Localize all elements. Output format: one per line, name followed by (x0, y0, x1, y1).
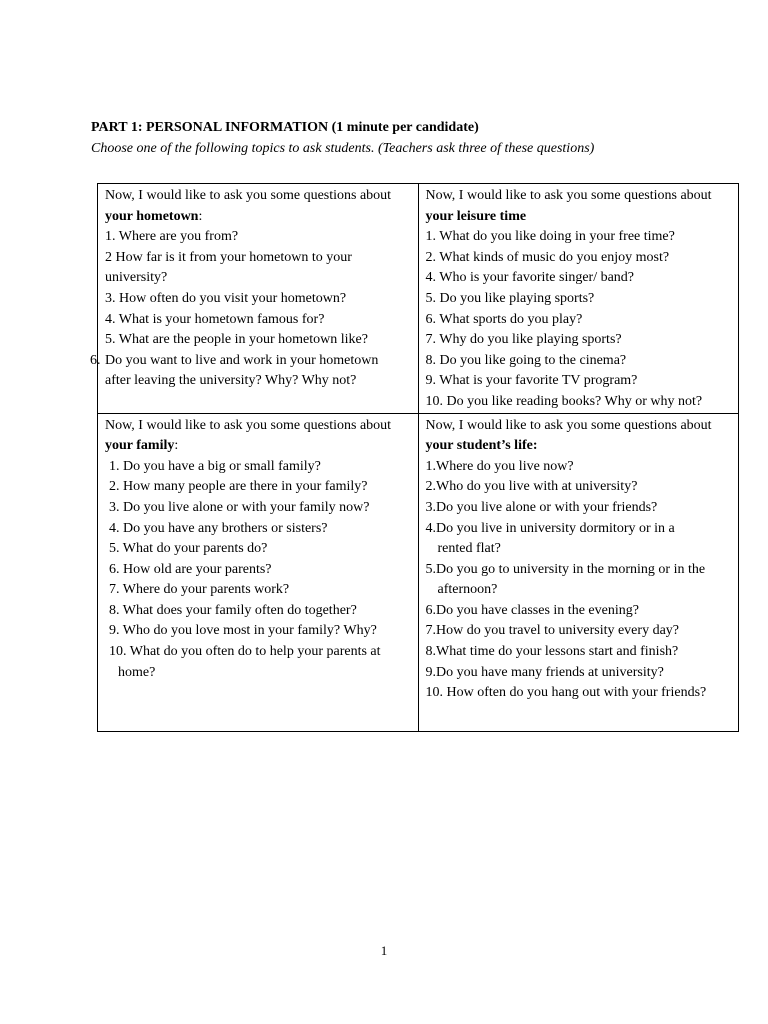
list-item: 8. What does your family often do together? (109, 602, 357, 618)
list-item: rented flat? (437, 541, 501, 557)
list-item: 3. How often do you visit your hometown? (105, 290, 347, 306)
list-item: 3. Do you live alone or with your family now? (109, 499, 370, 515)
student-life-intro: Now, I would like to ask you some questions about (425, 417, 712, 433)
list-item: 10. Do you like reading books? Why or why not? (425, 393, 703, 409)
cell-hometown (90, 184, 419, 414)
list-item: 8.What time do your lessons start and finish? (425, 644, 679, 660)
hometown-topic: your hometown (105, 208, 199, 224)
family-topic: your family (105, 438, 175, 454)
list-item: 6. How old are your parents? (109, 561, 272, 577)
list-item: 4. What is your hometown famous for? (105, 311, 325, 327)
list-item: 4. Who is your favorite singer/ band? (425, 270, 635, 286)
page-number: 1 (380, 943, 388, 958)
list-item: 7. Why do you like playing sports? (425, 332, 622, 348)
cell-leisure (418, 184, 739, 414)
family-intro: Now, I would like to ask you some questions about (105, 417, 392, 433)
topics-table (90, 183, 739, 732)
cell-family (98, 413, 419, 731)
list-item: 5. Do you like playing sports? (425, 290, 595, 306)
page-title: PART 1: PERSONAL INFORMATION (1 minute per candidate) (91, 120, 479, 135)
hometown-colon: : (198, 208, 203, 224)
list-item: 5. What are the people in your hometown like? (105, 332, 368, 348)
student-life-topic: your student’s life: (425, 438, 538, 454)
list-item: after leaving the university? Why? Why not? (105, 373, 357, 389)
list-item: 1.Where do you live now? (425, 458, 574, 474)
list-item: 9. Who do you love most in your family? Why? (109, 623, 377, 639)
list-item: 7. Where do your parents work? (109, 582, 290, 598)
stray-number: 6. (90, 352, 101, 368)
list-item: Do you want to live and work in your hometown (105, 352, 379, 368)
list-item: 10. How often do you hang out with your friends? (425, 685, 707, 701)
list-item: home? (118, 664, 156, 680)
table-row (98, 184, 739, 414)
leisure-intro: Now, I would like to ask you some questions about (425, 188, 712, 203)
list-item: 5. What do your parents do? (109, 541, 268, 557)
list-item: afternoon? (437, 582, 498, 598)
list-item: 1. What do you like doing in your free time? (425, 229, 675, 245)
list-item: 7.How do you travel to university every day? (425, 623, 679, 639)
table-row (98, 413, 739, 731)
list-item: 4. Do you have any brothers or sisters? (109, 520, 328, 536)
list-item: 10. What do you often do to help your parents at (109, 644, 381, 660)
hometown-intro: Now, I would like to ask you some questions about (105, 188, 392, 203)
list-item: 2.Who do you live with at university? (425, 479, 638, 495)
family-colon: : (174, 438, 179, 454)
list-item: 3.Do you live alone or with your friends? (425, 499, 658, 515)
list-item: 6.Do you have classes in the evening? (425, 602, 639, 618)
list-item: 2. How many people are there in your family? (109, 479, 368, 495)
list-item: 9. What is your favorite TV program? (425, 373, 638, 389)
list-item: university? (105, 270, 168, 286)
list-item: 5.Do you go to university in the morning or in the (425, 561, 706, 577)
list-item: 9.Do you have many friends at university? (425, 664, 664, 680)
cell-student-life (418, 413, 739, 731)
list-item: 8. Do you like going to the cinema? (425, 352, 627, 368)
list-item: 6. What sports do you play? (425, 311, 583, 327)
list-item: 1. Where are you from? (105, 229, 239, 245)
page-instruction: Choose one of the following topics to ask students. (Teachers ask three of these questions) (91, 141, 595, 156)
leisure-topic: your leisure time (425, 208, 527, 224)
list-item: 4.Do you live in university dormitory or in a (425, 520, 675, 536)
list-item: 2 How far is it from your hometown to your (105, 249, 352, 265)
list-item: 1. Do you have a big or small family? (109, 458, 321, 474)
list-item: 2. What kinds of music do you enjoy most? (425, 249, 670, 265)
